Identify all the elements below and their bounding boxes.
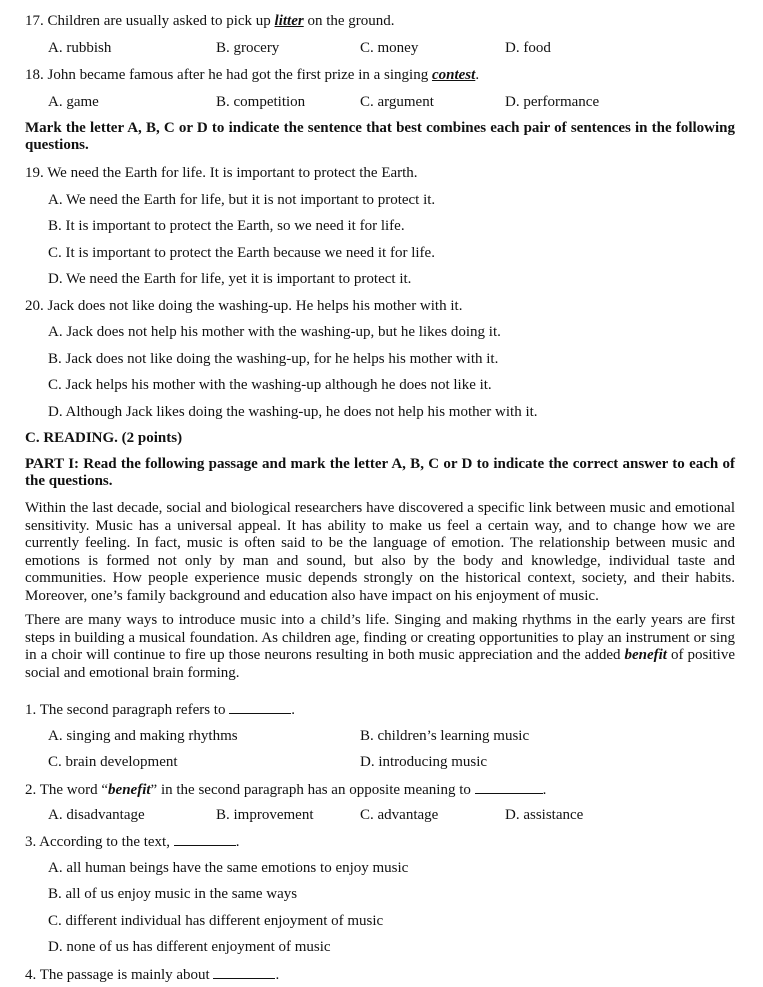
reading-question-4 [25,965,279,984]
q19-option-d: D. We need the Earth for life, yet it is important to protect it. [48,271,412,287]
r2-option-c: C. advantage [360,807,439,823]
r3-option-b: B. all of us enjoy music in the same ways [48,886,298,902]
reading-question-2-keyword: benefit [108,782,151,798]
reading-section-title: C. READING. (2 points) [25,430,183,446]
reading-question-3 [25,832,239,851]
passage-paragraph-1: Within the last decade, social and biological researchers have discovered a specific link between music and emotional sensitivity. Music has a universal appeal. It has ability to make us feel a certain way, and to change how we are currently feeling. In fact, music is often said to be the language of emotion. The relationship between music and emotions is formed not only by man and sound, but also by the body and knowledge, individual taste and communities. How people experience music depends strongly on the historical context, society, and their habits. Moreover, one’s family background and education also have impact on his enjoyment of music. [25,500,735,604]
q20-option-c: C. Jack helps his mother with the washing-up although he does not like it. [48,377,492,393]
q18-option-b: B. competition [216,94,306,110]
question-18-text: 18. John became famous after he had got the first prize in a singing [25,67,432,83]
combine-instruction: Mark the letter A, B, C or D to indicate the sentence that best combines each pair of sentences in the following questions. [25,120,735,153]
reading-question-3-text: 3. According to the text, [25,834,174,850]
reading-question-2-text: 2. The word “ [25,782,109,798]
question-17-text-end: on the ground. [303,13,395,29]
r1-option-b: B. children’s learning music [360,728,530,744]
answer-blank [213,965,275,979]
q18-option-c: C. argument [360,94,434,110]
part1-instruction: PART I: Read the following passage and mark the letter A, B, C or D to indicate the correct answer to each of the questions. [25,456,735,489]
answer-blank [229,700,291,714]
r3-option-c: C. different individual has different enjoyment of music [48,913,384,929]
r2-option-d: D. assistance [505,807,584,823]
q20-option-d: D. Although Jack likes doing the washing-up, he does not help his mother with it. [48,404,538,420]
reading-question-2-text-mid: ” in the second paragraph has an opposite meaning to [150,782,475,798]
q17-option-b: B. grocery [216,40,280,56]
reading-question-2-end: . [542,782,547,798]
question-19: 19. We need the Earth for life. It is important to protect the Earth. [25,165,418,181]
reading-question-1 [25,700,295,719]
question-20: 20. Jack does not like doing the washing-up. He helps his mother with it. [25,298,463,314]
question-17-text: 17. Children are usually asked to pick up [25,13,275,29]
q20-option-a: A. Jack does not help his mother with the washing-up, but he likes doing it. [48,324,501,340]
passage-paragraph-2 [25,612,735,682]
reading-question-1-text: 1. The second paragraph refers to [25,702,230,718]
r3-option-d: D. none of us has different enjoyment of music [48,939,331,955]
q17-option-d: D. food [505,40,551,56]
reading-question-2 [25,780,546,799]
q19-option-b: B. It is important to protect the Earth, so we need it for life. [48,218,405,234]
q17-option-c: C. money [360,40,419,56]
r1-option-d: D. introducing music [360,754,488,770]
question-17 [25,12,395,30]
q18-option-d: D. performance [505,94,600,110]
r2-option-a: A. disadvantage [48,807,145,823]
passage-keyword-benefit: benefit [624,647,667,663]
question-18 [25,66,479,84]
q19-option-a: A. We need the Earth for life, but it is not important to protect it. [48,192,436,208]
answer-blank [174,832,236,846]
q18-option-a: A. game [48,94,99,110]
question-17-keyword: litter [274,13,304,29]
r1-option-c: C. brain development [48,754,178,770]
q20-option-b: B. Jack does not like doing the washing-up, for he helps his mother with it. [48,351,499,367]
r1-option-a: A. singing and making rhythms [48,728,238,744]
reading-question-3-end: . [235,834,240,850]
reading-question-1-end: . [291,702,295,718]
question-18-keyword: contest [431,67,476,83]
answer-blank [475,780,543,794]
passage-paragraph-2-end: of positive social and emotional brain forming. [25,647,735,681]
question-18-text-end: . [475,67,480,83]
reading-question-4-end: . [275,967,280,983]
q17-option-a: A. rubbish [48,40,112,56]
r2-option-b: B. improvement [216,807,314,823]
q19-option-c: C. It is important to protect the Earth because we need it for life. [48,245,435,261]
passage-paragraph-2-text: There are many ways to introduce music into a child’s life. Singing and making rhythms in the early years are first steps in building a musical foundation. As children age, finding or creating opportunities to play an instrument or sing in a choir will continue to fire up those neurons resulting in both music appreciation and the added [25,612,735,663]
r3-option-a: A. all human beings have the same emotions to enjoy music [48,860,409,876]
reading-question-4-text: 4. The passage is mainly about [25,967,214,983]
